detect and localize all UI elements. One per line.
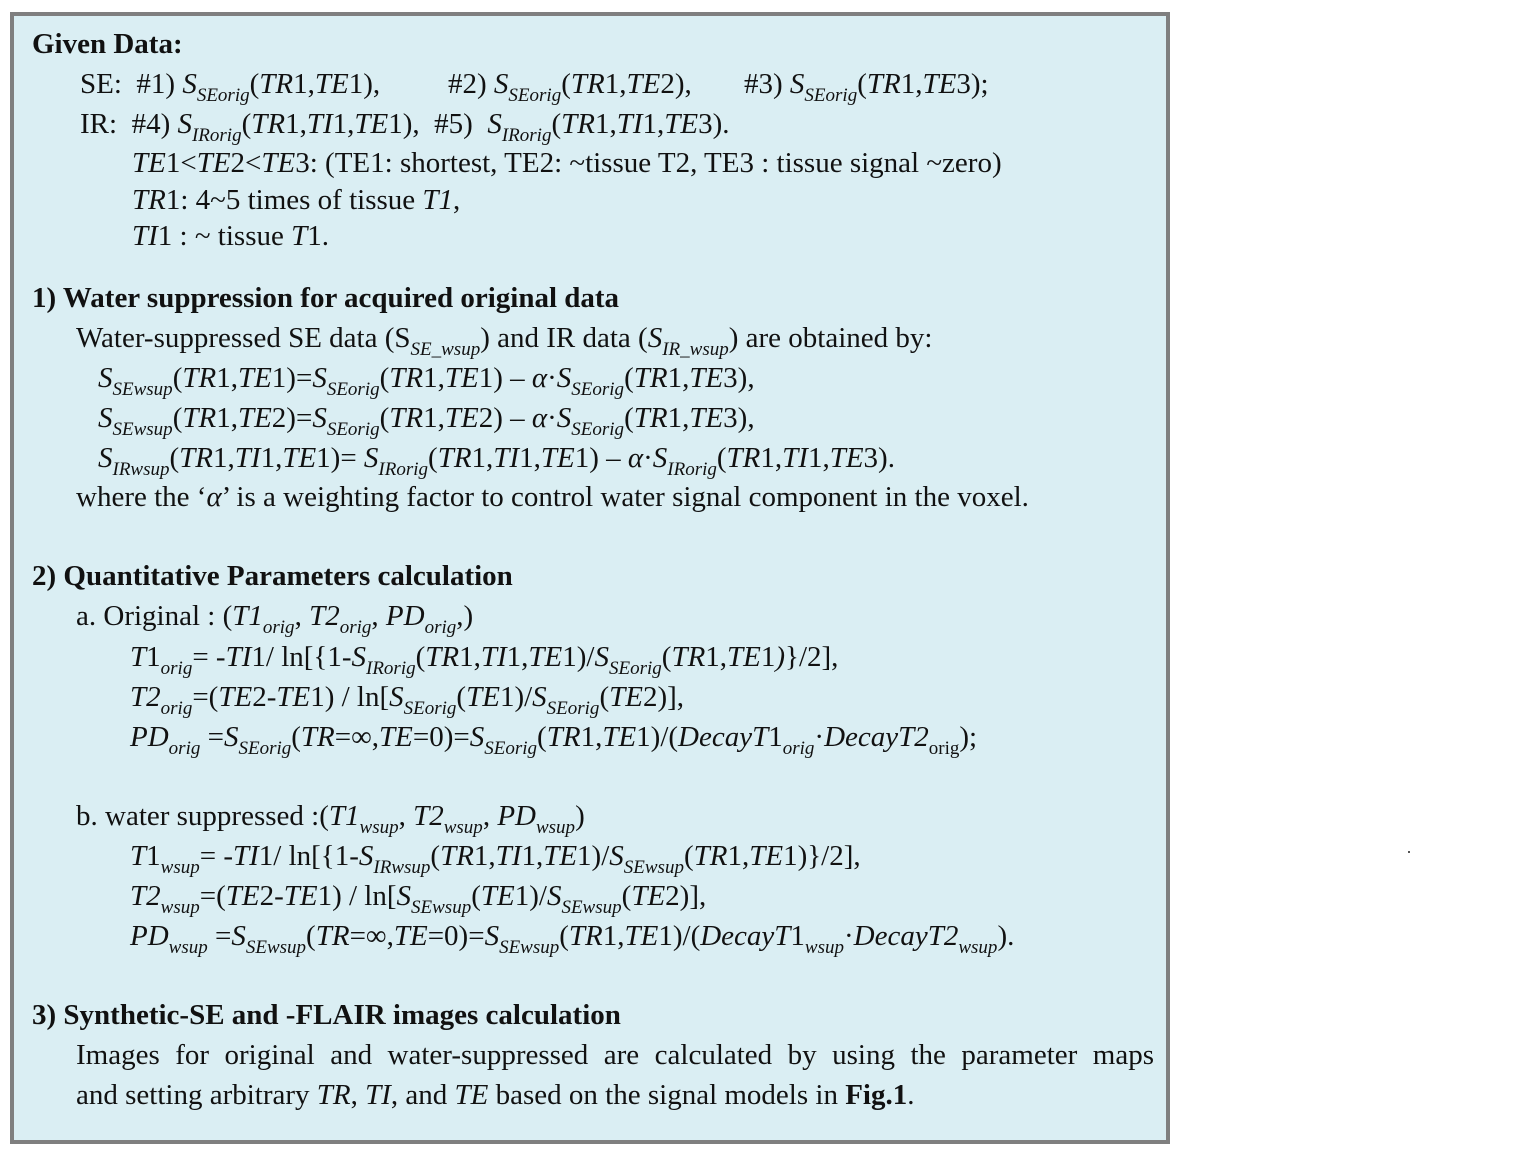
eq-ir-wsup: $S_{IRwsup}(TR1,TI1,TE1)= S_{IRorig}(TR1,TI1,TE1) - \alpha\cdot S_{IRorig}(TR1,TI1,TE3)$.: [98, 442, 895, 480]
eq-pd-wsup: $PD_{wsup}$ $=S_{SEwsup}(TR=\infty,TE=0)=S_{SEwsup}(TR1,TE1)/(DecayT1_{wsup}\cdot DecayT2_{wsup})$.: [130, 920, 1015, 958]
given-data-heading: Given Data:: [32, 28, 183, 60]
eq-se-wsup-te1: $S_{SEwsup}(TR1,TE1)=S_{SEorig}(TR1,TE1) - \alpha\cdot S_{SEorig}(TR1,TE3)$,: [98, 362, 755, 400]
ir-data-line: IR: #4) $S_{IRorig}(TR1,TI1,TE1)$, #5) $S_{IRorig}(TR1,TI1,TE3)$.: [80, 108, 730, 146]
se-data-line-3: #3) $S_{SEorig}(TR1,TE3)$;: [744, 68, 989, 106]
original-label: a. Original : ($T1_{orig}$, $T2_{orig}$, $PD_{orig}$,): [76, 600, 474, 638]
section-3-heading: 3) Synthetic-SE and -FLAIR images calculation: [32, 999, 621, 1031]
eq-pd-orig: $PD_{orig}$ $=S_{SEorig}(TR=\infty,TE=0)=S_{SEorig}(TR1,TE1)/(DecayT1_{orig}\cdot DecayT2_{orig})$;: [130, 721, 978, 759]
fig-reference: Fig.1: [845, 1079, 908, 1111]
alpha-note: where the ‘α’ is a weighting factor to control water signal component in the voxel.: [76, 481, 1029, 513]
wsup-label: b. water suppressed $:(T1_{wsup}$, $T2_{wsup}$, $PD_{wsup}$): [76, 800, 585, 838]
eq-t2-orig: $T2_{orig}=(TE2-TE1) / \ln[S_{SEorig}(TE1)/S_{SEorig}(TE2)]$,: [130, 681, 685, 719]
section-1-heading: 1) Water suppression for acquired original data: [32, 282, 620, 314]
tr-condition: TR1: 4~5 times of tissue T1,: [132, 184, 461, 216]
section-1-intro: Water-suppressed SE data $(S_{SE\_wsup})$ and IR data $(S_{IR\_wsup})$ are obtained by:: [76, 322, 933, 360]
section-3-line-1: Images for original and water-suppressed are calculated by using the parameter maps: [76, 1039, 1154, 1071]
se-data-line: SE: #1) $S_{SEorig}(TR1,TE1)$,: [80, 68, 381, 106]
section-2-heading: 2) Quantitative Parameters calculation: [32, 560, 513, 592]
stray-dot: [1408, 851, 1410, 853]
section-3-line-2: and setting arbitrary TR, TI, and TE based on the signal models in Fig.1.: [76, 1079, 915, 1111]
eq-t1-wsup: $T1_{wsup}= -TI1/$ $\ln[\{1-S_{IRwsup}(TR1,TI1,TE1)/S_{SEwsup}(TR1,TE1)\}/2]$,: [130, 840, 861, 878]
eq-t1-orig: $T1_{orig}= -TI1/$ $\ln[\{1-S_{IRorig}(TR1,TI1,TE1)/S_{SEorig}(TR1,TE1)\}/2]$,: [130, 641, 839, 679]
se-data-line-2: #2) $S_{SEorig}(TR1,TE2)$,: [448, 68, 692, 106]
eq-se-wsup-te2: $S_{SEwsup}(TR1,TE2)=S_{SEorig}(TR1,TE2) - \alpha\cdot S_{SEorig}(TR1,TE3)$,: [98, 402, 755, 440]
te-condition: TE1<TE2<TE3: (TE1: shortest, TE2: ~tissue T2, TE3 : tissue signal ~zero): [132, 147, 1002, 179]
eq-t2-wsup: $T2_{wsup}=(TE2-TE1) / \ln[S_{SEwsup}(TE1)/S_{SEwsup}(TE2)]$,: [130, 880, 707, 918]
ti-condition: TI1 : ~ tissue T1.: [132, 220, 329, 252]
